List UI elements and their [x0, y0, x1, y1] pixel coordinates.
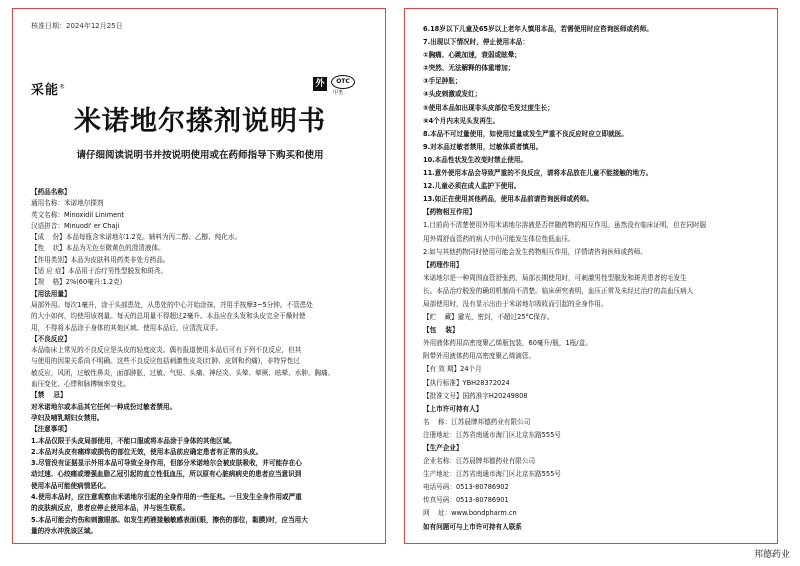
text-line: 量的冷水冲洗该区域。	[31, 526, 97, 535]
brand-text: 采能	[31, 83, 60, 98]
text-line: 企业名称：江苏晨牌邦德药业有限公司	[423, 457, 536, 466]
left-content	[31, 187, 375, 537]
text-line: 动过速、心绞痛或增强血脂乙冠引起的直立性低血压，所以原有心脏病病史的患者应当意识到	[31, 470, 302, 479]
text-line: 3.尽管没有证据显示外用本品可导致全身作用，但部分米诺地尔会被皮肤吸收，并可能存在心	[31, 459, 302, 468]
text-line: 对米诺地尔或本品其它任何一种成份过敏者禁用。	[31, 402, 177, 411]
text-line: 局部外用。每次1毫升，涂于头部患处，从患处的中心开始涂抹，并用手按摩3~5分钟。不管患处	[31, 300, 313, 309]
document-title: 米诺地尔搽剂说明书	[74, 106, 326, 137]
text-line: 局部使用时，没有显示出由于米诺地尔吸收而引起的全身作用。	[423, 299, 608, 308]
text-line: 【成 份】本品每瓶含米诺地尔1.2克。辅料为丙二醇、乙醇、纯化水。	[31, 233, 242, 242]
otc-badge: OTC	[331, 75, 355, 89]
text-line: ③手足肿胀；	[423, 77, 462, 86]
text-line: 附带外用液体药用高密度聚乙烯滴管。	[423, 352, 536, 361]
text-line: 的大小如何，均使用该剂量。每天的总用量不得超过2毫升。本品应在头发和头皮完全干燥时使	[31, 312, 306, 321]
text-line: 6.18岁以下儿童及65岁以上老年人慎用本品，若需使用时应咨询医师或药师。	[423, 25, 653, 33]
text-line: 名 称：江苏晨牌邦德药业有限公司	[423, 417, 531, 426]
text-line: ④头皮刺激或发红；	[423, 90, 482, 99]
text-line: 敏反应，风团，过敏性鼻炎，面部肿胀，过敏、气短、头痛、神经炎、头晕、晕厥、眩晕、水肿、胸痛、	[31, 368, 335, 377]
text-line: 【注意事项】	[31, 425, 71, 434]
text-line: 与使用的因果关系尚不明确。这些不良反应包括刺激性皮炎(红肿、皮屑和灼痛)，非特异性过	[31, 357, 300, 366]
text-line: 【生产企业】	[423, 444, 463, 452]
text-line: 长。本品治疗脱发的确切机制尚不清楚。临床研究表明，血压正常及未经过治疗的高血压病人	[423, 286, 694, 295]
text-line: 10.本品性状发生改变时禁止使用。	[423, 155, 527, 164]
text-line: 米诺地尔是一种周围血管舒张药，局部长期使用时，可刺激男性型脱发和斑秃患者的毛发生	[423, 273, 687, 282]
document-subtitle: 请仔细阅读说明书并按说明使用或在药师指导下购买和使用	[76, 150, 324, 161]
approval-date: 核准日期：2024年12月25日	[31, 22, 123, 30]
text-line: 1.本品仅限于头皮局部使用，不能口服或将本品涂于身体的其他区域。	[31, 436, 236, 445]
text-line: 生产地址：江苏省南通市海门区北京东路555号	[423, 470, 561, 479]
text-line: 【规 格】2%(60毫升:1.2克)	[31, 278, 123, 287]
text-line: 【适 应 症】本品用于治疗男性型脱发和斑秃。	[31, 267, 168, 276]
text-line: 【执行标准】YBH28372024	[423, 378, 510, 387]
text-line: 7.出现以下情况时，停止使用本品：	[423, 38, 529, 47]
right-page	[404, 8, 778, 544]
text-line: 4.使用本品时，应注意观察由米诺地尔引起的全身作用的一些征兆。一旦发生全身作用或严重	[31, 493, 302, 502]
text-line: 2.本品对头皮有痛痒或损伤的部位无效，使用本品前应确定患者有正常的头皮。	[31, 447, 263, 456]
text-line: 【药物相互作用】	[423, 208, 476, 217]
text-line: 【药品名称】	[31, 188, 71, 196]
text-line: 11.意外使用本品会导致严重的不良反应，请将本品放在儿童不能接触的地方。	[423, 169, 653, 178]
text-line: 【批准文号】国药准字H20249808	[423, 391, 528, 400]
text-line: 本品临床上常见的不良反应是头皮的轻度皮炎。偶有报道使用本品后可有下列不良反应，但其	[31, 346, 302, 355]
text-line: 【性 状】本品为无色至微黄色的澄清液体。	[31, 244, 165, 253]
text-line: ①胸痛、心跳加速，衰弱或眩晕；	[423, 51, 521, 60]
text-line: 【有 效 期】24个月	[423, 365, 482, 374]
text-line: 【用法用量】	[31, 289, 71, 298]
text-line: 【包 装】	[423, 326, 459, 335]
text-line: 2.如与其他药物同时使用可能会发生药物相互作用，详情请咨询医师或药师。	[423, 247, 647, 256]
text-line: 如有问题可与上市许可持有人联系	[423, 522, 522, 531]
text-line: 9.对本品过敏者禁用，过敏体质者慎用。	[423, 142, 543, 151]
right-content	[423, 23, 767, 534]
text-line: 8.本品不可过量使用，如使用过量或发生严重不良反应时应立即就医。	[423, 129, 628, 138]
text-line: 传真号码：0513-80786901	[423, 496, 509, 505]
text-line: 的皮肤病反应，患者应停止使用本品，并与医生联系。	[31, 504, 190, 513]
text-line: 孕妇及哺乳期妇女禁用。	[31, 413, 104, 422]
text-line: 用外周舒血管药的病人中仍可能发生体位性低血压。	[423, 234, 575, 243]
text-line: 5.本品可能会灼伤和刺激眼部。如发生药液接触敏感表面(眼，擦伤的部位，黏膜)时，应当用大	[31, 515, 308, 524]
text-line: 通用名称：米诺地尔搽剂	[31, 199, 104, 208]
text-line: 电话号码：0513-80786902	[423, 483, 509, 492]
external-use-badge: 外	[313, 77, 327, 91]
text-line: 用，不得将本品涂于身体的其他区域。使用本品后，应清洗双手。	[31, 323, 223, 332]
text-line: 【贮 藏】避光，密封，不超过25°C保存。	[423, 313, 554, 322]
registered-mark: ®	[59, 83, 67, 91]
text-line: 使用本品可能使病情恶化。	[31, 481, 111, 490]
text-line: 13.如正在使用其他药品，使用本品前请咨询医师或药师。	[423, 195, 593, 204]
text-line: 【不良反应】	[31, 334, 71, 343]
otc-class-label: 甲类	[333, 90, 344, 96]
text-line: 注册地址：江苏省南通市海门区北京东路555号	[423, 430, 561, 439]
text-line: ⑥4个月内未见头发再生。	[423, 116, 500, 125]
text-line: 英文名称：Minoxidil Liniment	[31, 210, 124, 219]
text-line: 外用液体药用高密度聚乙烯瓶包装，60毫升/瓶，1瓶/盒。	[423, 339, 592, 348]
text-line: 网 址：www.bondpharm.cn	[423, 509, 517, 518]
text-line: 12.儿童必须在成人监护下使用。	[423, 182, 521, 191]
text-line: 1.目前尚不清楚使用外用米诺地尔溶液是否伴随药物的相互作用。虽然没有临床证明，但在同时服	[423, 221, 707, 230]
text-line: ⑤使用本品如出现非头皮部位毛发过度生长；	[423, 103, 554, 112]
text-line: 【上市许可持有人】	[423, 404, 483, 413]
text-line: 汉语拼音：Minuodi' er Chaji	[31, 221, 120, 230]
text-line: 【作用类别】本品为皮肤科用药类非处方药品。	[31, 255, 170, 264]
footer-company: 邦德药业	[753, 550, 790, 560]
text-line: ②突然、无法解释的体重增加；	[423, 64, 515, 73]
text-line: 【禁 忌】	[31, 391, 67, 400]
text-line: 【药理作用】	[423, 260, 463, 269]
left-page	[12, 8, 386, 544]
brand-name	[31, 79, 66, 98]
text-line: 血压变化、心悸和脉搏频率变化。	[31, 380, 130, 389]
